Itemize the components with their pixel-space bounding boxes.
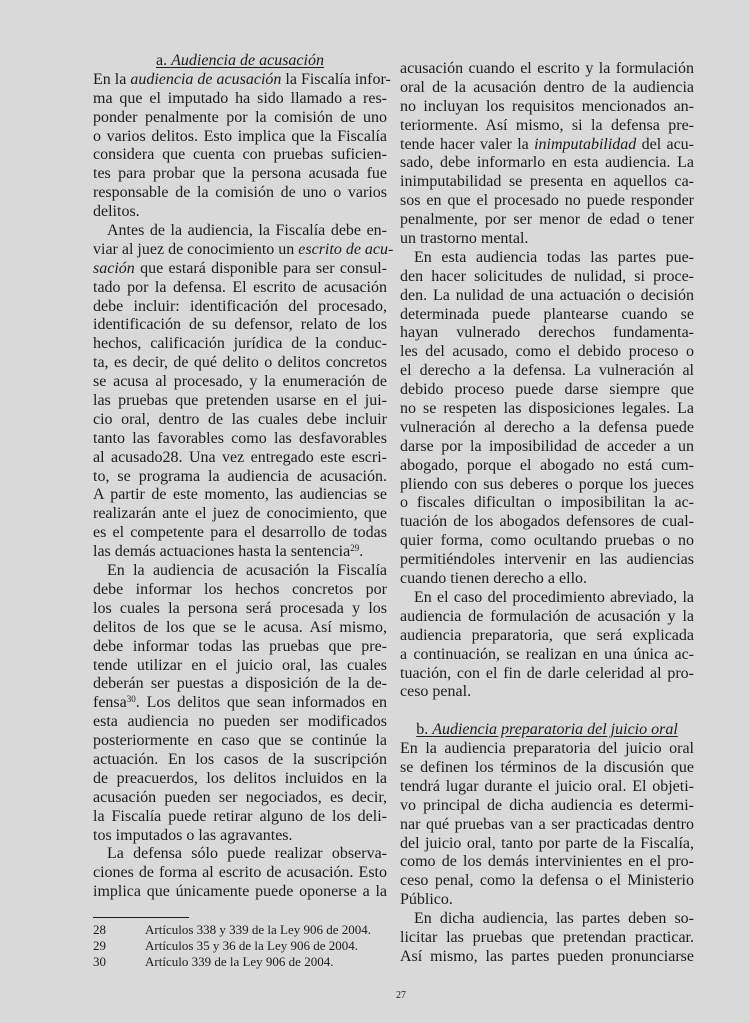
text: del juicio oral, tanto por parte de la Fiscalía, bbox=[400, 834, 694, 852]
text: audiencia preparatoria, que será explicada bbox=[400, 626, 694, 644]
text: den hacer solicitudes de nulidad, si proce- bbox=[400, 267, 694, 285]
text-line bbox=[93, 240, 394, 260]
text-line bbox=[93, 883, 387, 902]
text-line bbox=[400, 835, 694, 854]
text: En el caso del procedimiento abreviado, la bbox=[414, 588, 694, 606]
text-line bbox=[400, 230, 694, 249]
text: no incluyan los requisitos mencionados an- bbox=[400, 97, 694, 115]
text-line bbox=[93, 70, 391, 90]
text: les del acusado, como el debido proceso o bbox=[400, 343, 694, 361]
text-line bbox=[93, 184, 387, 203]
text-line bbox=[400, 211, 694, 230]
text-line bbox=[93, 732, 387, 751]
text-line bbox=[93, 449, 387, 468]
text-line bbox=[400, 60, 694, 79]
text: licitar las pruebas que pretendan practicar. bbox=[400, 928, 694, 946]
text-line bbox=[400, 665, 694, 684]
text-line bbox=[400, 948, 694, 967]
text: vo principal de dicha audiencia es determi- bbox=[400, 796, 694, 814]
text-line bbox=[93, 845, 387, 864]
footnote-reference: 29 bbox=[350, 543, 360, 554]
footnote-text: Artículo 339 de la Ley 906 de 2004. bbox=[145, 954, 334, 969]
text-line bbox=[93, 808, 387, 827]
text: Así mismo, las partes pueden pronunciarse bbox=[400, 947, 694, 965]
text-line bbox=[400, 476, 694, 495]
text-line bbox=[93, 279, 387, 298]
text: como de los demás intervinientes en el pro- bbox=[400, 853, 694, 871]
text: tende utilizar en el juicio oral, las cuales bbox=[93, 656, 387, 674]
text-line bbox=[400, 306, 694, 325]
footnote-text: Artículos 338 y 339 de la Ley 906 de 2004. bbox=[145, 922, 372, 937]
text-line bbox=[400, 400, 694, 419]
text: vulneración al derecho a la defensa puede bbox=[400, 418, 694, 436]
paragraph bbox=[400, 740, 694, 910]
italic-text: inimputabilidad bbox=[534, 135, 637, 153]
text: identificación de su defensor, relato de los bbox=[93, 316, 387, 334]
text-line bbox=[93, 222, 387, 241]
italic-text: audiencia de acusación bbox=[130, 70, 282, 88]
text-line bbox=[93, 562, 387, 581]
footnote-reference: 30 bbox=[126, 694, 136, 705]
text-line bbox=[400, 324, 694, 343]
text-line bbox=[400, 154, 694, 173]
text-line bbox=[93, 109, 387, 128]
text: quier forma, como ocultando pruebas o no bbox=[400, 532, 694, 550]
text-line bbox=[400, 249, 694, 268]
text: ceso penal, como la defensa o el Ministerio bbox=[400, 872, 694, 890]
text: delitos de los que se le acusa. Así mismo, bbox=[93, 618, 387, 636]
text: la Fiscalía puede retirar alguno de los deli- bbox=[93, 807, 387, 825]
text: Público. bbox=[400, 891, 453, 909]
text: inimputabilidad se presenta en aquellos ca- bbox=[400, 173, 694, 191]
text: En esta audiencia todas las partes pue- bbox=[414, 248, 694, 266]
text: darse por la imposibilidad de acceder a un bbox=[400, 437, 694, 455]
section-letter: a. bbox=[156, 52, 172, 69]
text: el derecho a la defensa. La vulneración al bbox=[400, 362, 694, 380]
text-line bbox=[93, 165, 387, 184]
text-line bbox=[400, 457, 694, 476]
text: hechos, calificación jurídica de la conduc- bbox=[93, 335, 387, 353]
text-line bbox=[400, 513, 694, 532]
text-line bbox=[400, 268, 694, 287]
text: cuando tienen derecho a ello. bbox=[400, 570, 588, 588]
paragraph bbox=[400, 589, 694, 702]
text-line bbox=[400, 853, 694, 872]
section-title: Audiencia preparatoria del juicio oral bbox=[432, 721, 678, 739]
section-letter: b. bbox=[416, 721, 433, 739]
paragraph bbox=[93, 222, 394, 562]
footnote-divider bbox=[93, 917, 189, 918]
text: La defensa sólo puede realizar observa- bbox=[107, 845, 387, 863]
section-heading bbox=[93, 52, 387, 71]
text-line bbox=[93, 298, 387, 317]
left-column bbox=[93, 52, 394, 902]
footnote-28 bbox=[93, 922, 371, 938]
text-line bbox=[400, 740, 694, 759]
text: delitos. bbox=[93, 203, 140, 221]
text: las demás actuaciones hasta la sentencia bbox=[93, 543, 351, 561]
text: A partir de este momento, las audiencias se bbox=[93, 486, 387, 504]
text-line bbox=[400, 419, 694, 438]
text: o varios delitos. Esto implica que la Fiscalía bbox=[93, 127, 387, 145]
text-line bbox=[400, 608, 694, 627]
text-line bbox=[400, 79, 694, 98]
text: En dicha audiencia, las partes deben so- bbox=[414, 910, 694, 928]
text: oral de la acusación dentro de la audiencia bbox=[400, 78, 694, 96]
text: . Los delitos que sean informados en bbox=[135, 694, 387, 712]
section-title: Audiencia de acusación bbox=[171, 52, 324, 69]
text: determinada puede plantearse cuando se bbox=[400, 305, 694, 323]
text-line bbox=[400, 816, 694, 835]
text-line bbox=[93, 505, 387, 524]
text: debe incluir: identificación del procesado, bbox=[93, 297, 387, 315]
text: considera que cuenta con pruebas suficien- bbox=[93, 146, 387, 164]
text: tuación de los abogados defensores de cual- bbox=[400, 513, 694, 531]
text: tes para probar que la persona acusada fue bbox=[93, 165, 387, 183]
right-column bbox=[400, 60, 694, 967]
text: es el competente para el desarrollo de todas bbox=[93, 524, 387, 542]
text-line bbox=[400, 173, 694, 192]
text-line bbox=[400, 287, 694, 306]
text: pliendo con sus deberes o porque los jueces bbox=[400, 475, 694, 493]
text: sado, debe informarlo en esta audiencia. La bbox=[400, 154, 694, 172]
text: ceso penal. bbox=[400, 683, 472, 701]
text-line bbox=[93, 543, 387, 562]
text: . bbox=[359, 543, 364, 561]
text-line bbox=[93, 486, 387, 505]
text: ta, es decir, de qué delito o delitos concretos bbox=[93, 354, 387, 372]
text-line bbox=[400, 797, 694, 816]
text-line bbox=[400, 381, 694, 400]
footnote-number: 30 bbox=[93, 954, 106, 969]
text-line bbox=[400, 929, 694, 948]
text-line bbox=[400, 891, 694, 910]
text-line bbox=[400, 759, 694, 778]
text: acusación cuando el escrito y la formulación bbox=[400, 60, 694, 77]
text: responsable de la comisión de uno o varios bbox=[93, 184, 387, 202]
text: actuación. En los casos de la suscripción bbox=[93, 750, 387, 768]
text: tuación, con el fin de darle celeridad al pro- bbox=[400, 664, 694, 682]
text-line bbox=[400, 683, 694, 702]
text-line bbox=[93, 90, 387, 109]
text: En la audiencia de acusación la Fiscalía bbox=[107, 562, 387, 580]
text-line bbox=[400, 117, 694, 136]
text-line bbox=[400, 872, 694, 891]
text: En la bbox=[93, 70, 131, 88]
text: tende hacer valer la bbox=[400, 135, 535, 153]
text-line bbox=[400, 778, 694, 797]
section-heading bbox=[400, 721, 694, 740]
text: debe informar los hechos concretos por bbox=[93, 580, 387, 598]
text: no se respeten las disposiciones legales. La bbox=[400, 400, 694, 418]
text: posteriormente en caso que se continúe la bbox=[93, 732, 387, 750]
text-line bbox=[400, 192, 694, 211]
text-line bbox=[93, 619, 387, 638]
text: permitiéndoles intervenir en las audiencias bbox=[400, 551, 694, 569]
text-line bbox=[400, 910, 694, 929]
paragraph bbox=[93, 70, 391, 222]
text: ciones de forma al escrito de acusación. Esto bbox=[93, 864, 387, 882]
text: sos en que el procesado no puede responder bbox=[400, 192, 694, 210]
text: tanto las favorables como las desfavorables bbox=[93, 429, 387, 447]
text-line bbox=[93, 146, 387, 165]
section-heading-text bbox=[416, 721, 678, 738]
paragraph bbox=[400, 60, 694, 249]
footnote-text: Artículos 35 y 36 de la Ley 906 de 2004. bbox=[145, 938, 359, 953]
text-line bbox=[93, 128, 387, 147]
text: del acu- bbox=[636, 135, 694, 153]
text-line bbox=[93, 827, 387, 846]
text-line bbox=[93, 675, 387, 694]
footnote-number: 29 bbox=[93, 938, 106, 953]
text-line bbox=[400, 627, 694, 646]
text-line bbox=[93, 392, 387, 411]
text: nar qué pruebas van a ser practicadas dentro bbox=[400, 815, 694, 833]
footnotes bbox=[93, 922, 371, 970]
text: En la audiencia preparatoria del juicio oral bbox=[400, 740, 694, 758]
text: teriormente. Así mismo, si la defensa pre- bbox=[400, 116, 694, 134]
text: se acusa al procesado, y la enumeración de bbox=[93, 373, 387, 391]
text-line bbox=[93, 638, 387, 657]
text-line bbox=[93, 468, 387, 487]
italic-text: sación bbox=[93, 259, 135, 277]
text-line bbox=[93, 657, 387, 676]
text-line bbox=[93, 864, 387, 883]
text-line bbox=[93, 789, 387, 808]
italic-text: escrito de acu- bbox=[298, 240, 394, 258]
paragraph bbox=[400, 910, 694, 967]
text: o fiscales dificultan o imposibilitan la ac- bbox=[400, 494, 694, 512]
text: abogado, porque el abogado no está cum- bbox=[400, 456, 694, 474]
text-line bbox=[93, 430, 387, 449]
paragraph bbox=[93, 562, 387, 845]
text-line bbox=[93, 411, 387, 430]
text: se definen los términos de la discusión que bbox=[400, 758, 694, 776]
footnote-29 bbox=[93, 938, 371, 954]
text: cio oral, dentro de las cuales debe incluir bbox=[93, 410, 387, 428]
page-number: 27 bbox=[396, 990, 406, 1001]
text-line bbox=[93, 713, 387, 732]
text: de preacuerdos, los delitos incluidos en la bbox=[93, 769, 387, 787]
text: den. La nulidad de una actuación o decisión bbox=[400, 286, 694, 304]
text-line bbox=[93, 770, 387, 789]
text: tado por la defensa. El escrito de acusación bbox=[93, 278, 387, 296]
text-line bbox=[400, 343, 694, 362]
paragraph bbox=[400, 249, 694, 589]
text: viar al juez de conocimiento un bbox=[93, 240, 299, 258]
text: to, se programa la audiencia de acusación. bbox=[93, 467, 387, 485]
text: un trastorno mental. bbox=[400, 230, 529, 248]
text: debido proceso puede darse siempre que bbox=[400, 381, 694, 399]
text: audiencia de formulación de acusación y la bbox=[400, 607, 694, 625]
text: fensa bbox=[93, 694, 127, 712]
footnote-30 bbox=[93, 954, 371, 970]
footnote-number: 28 bbox=[93, 922, 106, 937]
text: implica que únicamente puede oponerse a la bbox=[93, 883, 387, 901]
text-line bbox=[400, 570, 694, 589]
text-line bbox=[93, 354, 387, 373]
text: tendrá lugar durante el juicio oral. El objeti- bbox=[400, 777, 694, 795]
text-line bbox=[93, 524, 387, 543]
text: las pruebas que pretenden usarse en el jui- bbox=[93, 392, 387, 410]
text-line bbox=[93, 581, 387, 600]
text-line bbox=[93, 373, 387, 392]
text-line bbox=[400, 532, 694, 551]
text-line bbox=[93, 316, 387, 335]
text-line bbox=[400, 362, 694, 381]
text: los cuales la persona será procesada y los bbox=[93, 599, 387, 617]
text-line bbox=[400, 438, 694, 457]
text: a continuación, se realizan en una única ac- bbox=[400, 645, 694, 663]
text-line bbox=[400, 494, 694, 513]
text-line bbox=[93, 203, 387, 222]
text: al acusado28. Una vez entregado este escri- bbox=[93, 448, 387, 466]
text: ponder penalmente por la comisión de uno bbox=[93, 108, 387, 126]
text: deberán ser puestas a disposición de la de- bbox=[93, 675, 387, 693]
text-line bbox=[400, 136, 694, 155]
text: penalmente, por ser menor de edad o tener bbox=[400, 211, 694, 229]
section-heading-text bbox=[156, 52, 324, 69]
text-line bbox=[400, 551, 694, 570]
text: hayan vulnerado derechos fundamenta- bbox=[400, 324, 694, 342]
text: Antes de la audiencia, la Fiscalía debe en- bbox=[107, 222, 387, 240]
text-line bbox=[93, 751, 387, 770]
text: realizarán ante el juez de conocimiento, que bbox=[93, 505, 387, 523]
text-line bbox=[93, 600, 387, 619]
paragraph bbox=[93, 845, 387, 902]
blank-line bbox=[400, 702, 694, 721]
text: acusación pueden ser negociados, es decir, bbox=[93, 788, 387, 806]
text: que estará disponible para ser consul- bbox=[134, 259, 387, 277]
text-line bbox=[93, 335, 387, 354]
text-line bbox=[400, 589, 694, 608]
text: la Fiscalía infor- bbox=[281, 70, 391, 88]
text: debe informar todas las pruebas que pre- bbox=[93, 637, 387, 655]
text-line bbox=[400, 646, 694, 665]
text: tos imputados o las agravantes. bbox=[93, 826, 293, 844]
text-line bbox=[93, 694, 387, 713]
text-line bbox=[93, 260, 387, 279]
text-line bbox=[400, 98, 694, 117]
text: ma que el imputado ha sido llamado a res- bbox=[93, 89, 387, 107]
text: esta audiencia no pueden ser modificados bbox=[93, 713, 387, 731]
